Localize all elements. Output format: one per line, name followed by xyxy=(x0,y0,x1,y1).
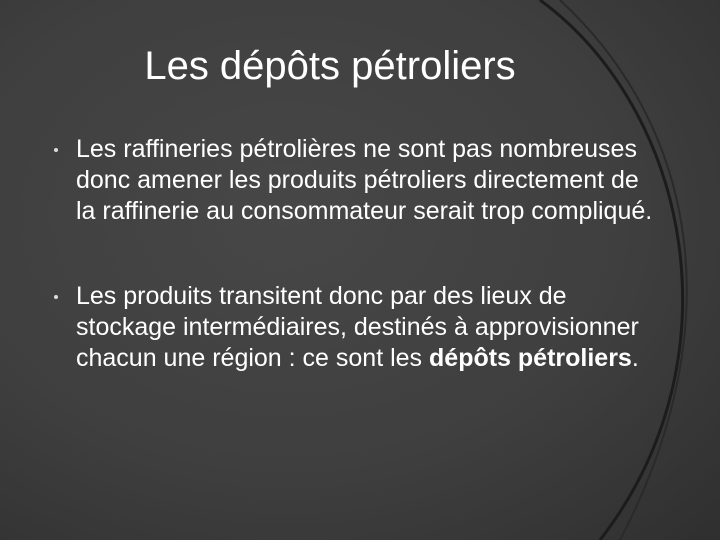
bullet-text-emphasis: dépôts pétroliers xyxy=(429,344,632,372)
slide-title: Les dépôts pétroliers xyxy=(144,44,516,88)
bullet-item xyxy=(44,281,664,374)
bullet-dot-icon xyxy=(54,295,58,299)
bullet-item xyxy=(44,134,664,227)
bullet-dot-icon xyxy=(54,148,58,152)
bullet-text-start: Les produits transitent donc par des lieux de stockage intermédiaires, destinés à approvisionner chacun une région : ce sont les xyxy=(76,282,639,372)
bullet-text-end: . xyxy=(631,344,639,372)
bullet-list xyxy=(44,134,664,428)
bullet-text xyxy=(76,282,639,372)
bullet-text: Les raffineries pétrolières ne sont pas nombreuses donc amener les produits pétroliers directement de la raffinerie au consommateur serait trop compliqué. xyxy=(76,135,653,225)
